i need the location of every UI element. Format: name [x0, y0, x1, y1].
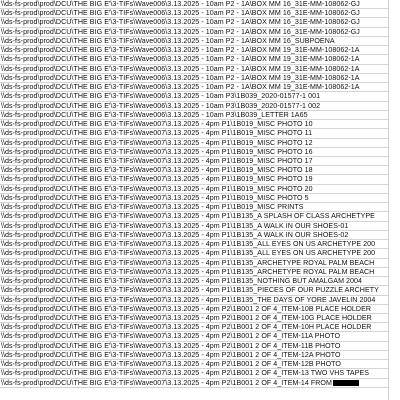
path-text: \\ds-fs-prod\prod\DCU\THE BIG E'\3-TIFs\Wave006\3.13.2025 - 10am P2 - 1A\BOX MM 16_31E-MM-108062-GJ: [1, 9, 360, 18]
path-text: \\ds-fs-prod\prod\DCU\THE BIG E'\3-TIFs\Wave007\3.13.2025 - 4pm P1\1B135_ALL EYES ON US ARCHETYPE 200: [1, 249, 376, 258]
path-row[interactable]: [0, 277, 388, 286]
path-text: \\ds-fs-prod\prod\DCU\THE BIG E'\3-TIFs\Wave007\3.13.2025 - 4pm P1\1B135_NOTHING BUT AMALGAM 2004: [1, 277, 363, 286]
path-text: \\ds-fs-prod\prod\DCU\THE BIG E'\3-TIFs\Wave007\3.13.2025 - 4pm P1\1B019_MISC PHOTO 19: [1, 175, 313, 184]
path-row[interactable]: [0, 249, 388, 258]
path-row[interactable]: [0, 65, 388, 74]
path-row[interactable]: [0, 92, 388, 101]
path-row[interactable]: [0, 286, 388, 295]
path-text: \\ds-fs-prod\prod\DCU\THE BIG E'\3-TIFs\Wave007\3.13.2025 - 4pm P2\1B001 2 OF 4_ITEM-10B PLACE HOLDER: [1, 304, 372, 313]
path-text: \\ds-fs-prod\prod\DCU\THE BIG E'\3-TIFs\Wave007\3.13.2025 - 4pm P2\1B001 2 OF 4_ITEM-11B PHOTO: [1, 341, 341, 350]
path-text: \\ds-fs-prod\prod\DCU\THE BIG E'\3-TIFs\Wave006\3.13.2025 - 10am P2 - 1A\BOX MM 19_31E-MM-108062-1A: [1, 64, 360, 73]
path-text: \\ds-fs-prod\prod\DCU\THE BIG E'\3-TIFs\Wave007\3.13.2025 - 4pm P1\1B135_ARCHETYPE ROYAL PALM BEACH: [1, 267, 375, 276]
path-text: \\ds-fs-prod\prod\DCU\THE BIG E'\3-TIFs\Wave006\3.13.2025 - 10am P3\1B039_LETTER 1A65: [1, 110, 308, 119]
path-text: \\ds-fs-prod\prod\DCU\THE BIG E'\3-TIFs\Wave006\3.13.2025 - 10am P2 - 1A\BOX MM 16_31E-MM-108062-GJ: [1, 0, 360, 8]
path-text: \\ds-fs-prod\prod\DCU\THE BIG E'\3-TIFs\Wave006\3.13.2025 - 10am P2 - 1A\BOX MM 19_31E-MM-108062-1A: [1, 55, 360, 64]
path-text: \\ds-fs-prod\prod\DCU\THE BIG E'\3-TIFs\Wave007\3.13.2025 - 4pm P2\1B001 2 OF 4_ITEM-14 FROM: [1, 378, 332, 387]
path-row[interactable]: [0, 185, 388, 194]
path-text: \\ds-fs-prod\prod\DCU\THE BIG E'\3-TIFs\Wave006\3.13.2025 - 10am P2 - 1A\BOX MM 16_31E-MM-108062-GJ: [1, 18, 360, 27]
path-row[interactable]: [0, 9, 388, 18]
path-text: \\ds-fs-prod\prod\DCU\THE BIG E'\3-TIFs\Wave007\3.13.2025 - 4pm P2\1B001 2 OF 4_ITEM-12B PHOTO: [1, 360, 341, 369]
path-row[interactable]: [0, 83, 388, 92]
path-text: \\ds-fs-prod\prod\DCU\THE BIG E'\3-TIFs\Wave007\3.13.2025 - 4pm P1\1B019_MISC PHOTO 18: [1, 166, 313, 175]
path-text: \\ds-fs-prod\prod\DCU\THE BIG E'\3-TIFs\Wave007\3.13.2025 - 4pm P2\1B001 2 OF 4_ITEM-11A PHOTO: [1, 332, 341, 341]
path-row[interactable]: [0, 203, 388, 212]
path-text: \\ds-fs-prod\prod\DCU\THE BIG E'\3-TIFs\Wave007\3.13.2025 - 4pm P2\1B001 2 OF 4_ITEM-10G PLACE HOLDER: [1, 313, 372, 322]
path-row[interactable]: [0, 102, 388, 111]
path-row[interactable]: [0, 139, 388, 148]
path-text: \\ds-fs-prod\prod\DCU\THE BIG E'\3-TIFs\Wave007\3.13.2025 - 4pm P2\1B001 2 OF 4_ITEM-12A PHOTO: [1, 350, 341, 359]
path-text: \\ds-fs-prod\prod\DCU\THE BIG E'\3-TIFs\Wave006\3.13.2025 - 10am P2 - 1A\BOX MM 19_31E-MM-108062-1A: [1, 83, 360, 92]
path-text: \\ds-fs-prod\prod\DCU\THE BIG E'\3-TIFs\Wave006\3.13.2025 - 10am P3\1B039_2020-01577-1 001: [1, 92, 321, 101]
path-text: \\ds-fs-prod\prod\DCU\THE BIG E'\3-TIFs\Wave006\3.13.2025 - 10am P2 - 1A\BOX MM 16_SUBPOENA: [1, 36, 335, 45]
path-text: \\ds-fs-prod\prod\DCU\THE BIG E'\3-TIFs\Wave007\3.13.2025 - 4pm P2\1B001 2 OF 4_ITEM-10H PLACE HOLDER: [1, 323, 372, 332]
right-margin: [389, 0, 400, 400]
path-row[interactable]: [0, 111, 388, 120]
path-row[interactable]: [0, 120, 388, 129]
path-row[interactable]: [0, 129, 388, 138]
path-row[interactable]: [0, 175, 388, 184]
path-text: \\ds-fs-prod\prod\DCU\THE BIG E'\3-TIFs\Wave007\3.13.2025 - 4pm P1\1B135_PIECES OF OUR PUZZLE ARCHETY: [1, 286, 379, 295]
path-text: \\ds-fs-prod\prod\DCU\THE BIG E'\3-TIFs\Wave007\3.13.2025 - 4pm P1\1B019_MISC PHOTO 20: [1, 184, 313, 193]
path-text: \\ds-fs-prod\prod\DCU\THE BIG E'\3-TIFs\Wave006\3.13.2025 - 10am P2 - 1A\BOX MM 19_31E-MM-108062-1A: [1, 46, 360, 55]
path-row[interactable]: [0, 342, 388, 351]
path-row[interactable]: [0, 240, 388, 249]
path-row[interactable]: [0, 305, 388, 314]
redaction-block: [333, 380, 359, 386]
path-row[interactable]: [0, 46, 388, 55]
path-row[interactable]: [0, 360, 388, 369]
path-row[interactable]: [0, 296, 388, 305]
path-row[interactable]: [0, 231, 388, 240]
path-row[interactable]: [0, 0, 388, 9]
path-row[interactable]: [0, 148, 388, 157]
path-text: \\ds-fs-prod\prod\DCU\THE BIG E'\3-TIFs\Wave007\3.13.2025 - 4pm P1\1B135_ALL EYES ON US ARCHETYPE 200: [1, 240, 376, 249]
path-row[interactable]: [0, 259, 388, 268]
path-text: \\ds-fs-prod\prod\DCU\THE BIG E'\3-TIFs\Wave007\3.13.2025 - 4pm P2\1B001 2 OF 4_ITEM-13 TWO VHS TAPES: [1, 369, 370, 378]
path-row[interactable]: [0, 351, 388, 360]
path-text: \\ds-fs-prod\prod\DCU\THE BIG E'\3-TIFs\Wave007\3.13.2025 - 4pm P1\1B135_A WALK IN OUR SHOES-01: [1, 221, 349, 230]
path-row[interactable]: [0, 18, 388, 27]
path-text: \\ds-fs-prod\prod\DCU\THE BIG E'\3-TIFs\Wave006\3.13.2025 - 10am P2 - 1A\BOX MM 16_31E-MM-108062-GJ: [1, 27, 360, 36]
path-text: \\ds-fs-prod\prod\DCU\THE BIG E'\3-TIFs\Wave007\3.13.2025 - 4pm P1\1B019_MISC PHOTO 11: [1, 129, 313, 138]
path-row[interactable]: [0, 323, 388, 332]
path-text: \\ds-fs-prod\prod\DCU\THE BIG E'\3-TIFs\Wave007\3.13.2025 - 4pm P1\1B019_MISC PHOTO 10: [1, 120, 313, 129]
path-row[interactable]: [0, 314, 388, 323]
path-text: \\ds-fs-prod\prod\DCU\THE BIG E'\3-TIFs\Wave006\3.13.2025 - 10am P2 - 1A\BOX MM 19_31E-MM-108062-1A: [1, 73, 360, 82]
path-row[interactable]: [0, 369, 388, 378]
path-text: \\ds-fs-prod\prod\DCU\THE BIG E'\3-TIFs\Wave007\3.13.2025 - 4pm P1\1B135_A WALK IN OUR SHOES-02: [1, 230, 349, 239]
path-row[interactable]: [0, 166, 388, 175]
path-row[interactable]: [0, 74, 388, 83]
path-text: \\ds-fs-prod\prod\DCU\THE BIG E'\3-TIFs\Wave007\3.13.2025 - 4pm P1\1B019_MISC PRINTS: [1, 203, 304, 212]
path-row[interactable]: [0, 194, 388, 203]
path-text: \\ds-fs-prod\prod\DCU\THE BIG E'\3-TIFs\Wave007\3.13.2025 - 4pm P1\1B135_THE DAYS OF YORE JAVELIN 2004: [1, 295, 376, 304]
path-text: \\ds-fs-prod\prod\DCU\THE BIG E'\3-TIFs\Wave007\3.13.2025 - 4pm P1\1B135_A SPLASH OF CLASS ARCHETYPE: [1, 212, 375, 221]
path-row[interactable]: [0, 28, 388, 37]
path-row[interactable]: [0, 37, 388, 46]
path-row[interactable]: [0, 222, 388, 231]
path-row[interactable]: [0, 268, 388, 277]
path-row[interactable]: [0, 55, 388, 64]
path-text: \\ds-fs-prod\prod\DCU\THE BIG E'\3-TIFs\Wave007\3.13.2025 - 4pm P1\1B135_ARCHETYPE ROYAL PALM BEACH: [1, 258, 375, 267]
path-text: \\ds-fs-prod\prod\DCU\THE BIG E'\3-TIFs\Wave007\3.13.2025 - 4pm P1\1B019_MISC PHOTO 16: [1, 147, 313, 156]
path-row[interactable]: [0, 379, 388, 388]
path-text: \\ds-fs-prod\prod\DCU\THE BIG E'\3-TIFs\Wave007\3.13.2025 - 4pm P1\1B019_MISC PHOTO 12: [1, 138, 313, 147]
path-text: \\ds-fs-prod\prod\DCU\THE BIG E'\3-TIFs\Wave007\3.13.2025 - 4pm P1\1B019_MISC PHOTO 17: [1, 156, 313, 165]
path-text: \\ds-fs-prod\prod\DCU\THE BIG E'\3-TIFs\Wave007\3.13.2025 - 4pm P1\1B019_MISC PHOTO 5: [1, 193, 309, 202]
path-text: \\ds-fs-prod\prod\DCU\THE BIG E'\3-TIFs\Wave006\3.13.2025 - 10am P3\1B039_2020-01577-1 002: [1, 101, 321, 110]
path-row[interactable]: [0, 157, 388, 166]
path-row[interactable]: [0, 332, 388, 341]
path-row[interactable]: [0, 212, 388, 221]
